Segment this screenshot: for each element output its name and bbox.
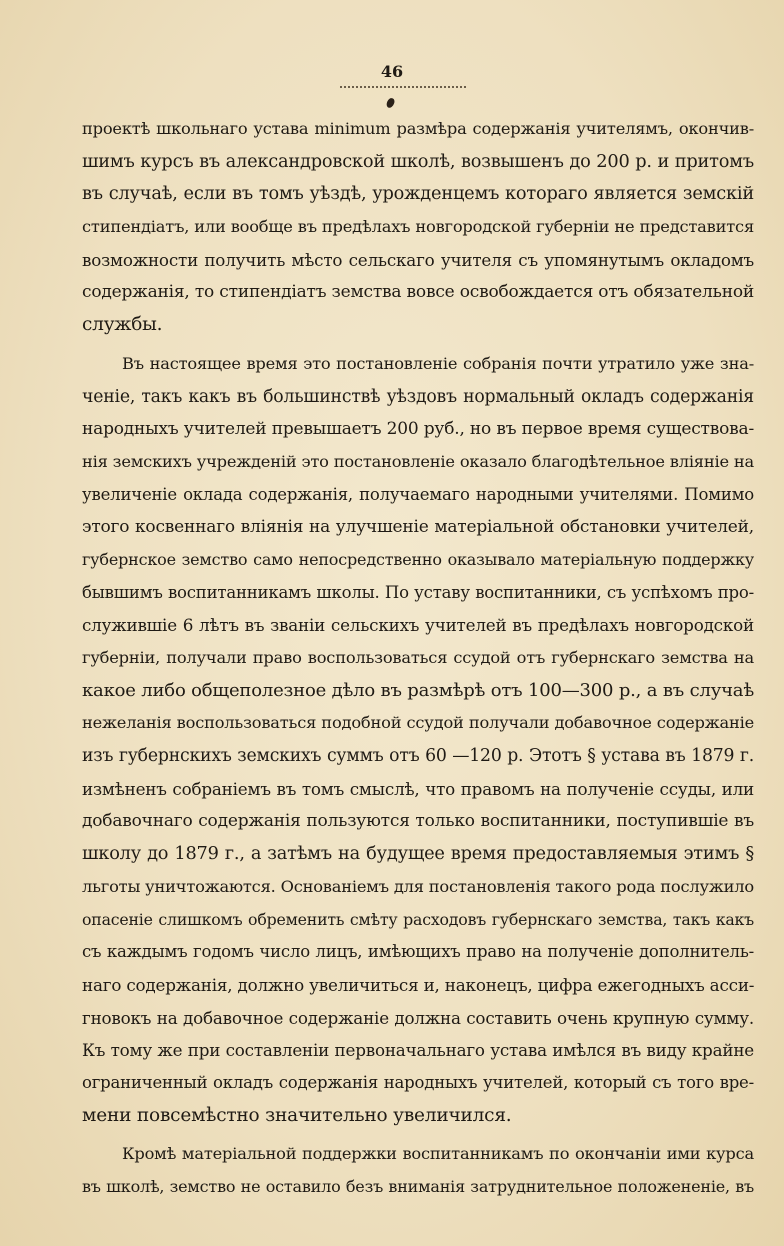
text-line: службы.	[82, 314, 163, 336]
paragraph	[82, 348, 754, 1133]
text-line: губерніи, получали право воспользоваться ссудой отъ губернскаго земства на	[82, 648, 754, 667]
text-line: гновокъ на добавочное содержаніе должна составить очень крупную сумму.	[82, 1007, 754, 1028]
text-line: стипендіатъ, или вообще въ предѣлахъ новгородской губерніи не представится	[82, 217, 754, 237]
text-line: нія земскихъ учрежденій это постановленіе оказало благодѣтельное вліяніе на	[82, 451, 754, 471]
text-line: нежеланія воспользоваться подобной ссудой получали добавочное содержаніе	[82, 713, 754, 733]
text-line: въ случаѣ, если въ томъ уѣздѣ, урожденцемъ котораго является земскій	[82, 184, 754, 205]
text-line: возможности получить мѣсто сельскаго учителя съ упомянутымъ окладомъ	[82, 249, 754, 270]
text-line: народныхъ учителей превышаетъ 200 руб., но въ первое время существова-	[82, 419, 754, 440]
text-line: ченіе, такъ какъ въ большинствѣ уѣздовъ нормальный окладъ содержанія	[82, 386, 754, 407]
text-line: служившіе 6 лѣтъ въ званіи сельскихъ учителей въ предѣлахъ новгородской	[82, 615, 754, 636]
text-line: Въ настоящее время это постановленіе собранія почти утратило уже зна-	[122, 353, 754, 373]
text-line: увеличеніе оклада содержанія, получаемаго народными учителями. Помимо	[82, 484, 754, 504]
text-line: какое либо общеполезное дѣло въ размѣрѣ отъ 100—300 р., а въ случаѣ	[82, 679, 754, 701]
text-line: губернское земство само непосредственно оказывало матеріальную поддержку	[82, 549, 754, 569]
text-line: наго содержанія, должно увеличиться и, наконецъ, цифра ежегодныхъ асси-	[82, 974, 755, 995]
text-line: опасеніе слишкомъ обременить смѣту расходовъ губернскаго земства, такъ какъ	[82, 909, 754, 929]
text-line: Къ тому же при составленіи первоначальнаго устава имѣлся въ виду крайне	[82, 1040, 754, 1061]
ink-blot	[386, 97, 396, 109]
text-line: бывшимъ воспитанникамъ школы. По уставу воспитанники, съ успѣхомъ про-	[82, 582, 754, 602]
text-line: измѣненъ собраніемъ въ томъ смыслѣ, что правомъ на полученіе ссуды, или	[82, 778, 754, 799]
paragraph	[82, 113, 754, 342]
text-line: шимъ курсъ въ александровской школѣ, возвышенъ до 200 р. и притомъ	[82, 151, 754, 172]
text-line: содержанія, то стипендіатъ земства вовсе освобождается отъ обязательной	[82, 282, 754, 303]
text-line: Кромѣ матеріальной поддержки воспитанникамъ по окончаніи ими курса	[122, 1144, 754, 1164]
text-line: съ каждымъ годомъ число лицъ, имѣющихъ право на полученіе дополнитель-	[82, 942, 754, 962]
page-number: 46	[380, 62, 404, 81]
text-line: въ школѣ, земство не оставило безъ вниманія затруднительное положененіе, въ	[82, 1177, 754, 1196]
text-line: изъ губернскихъ земскихъ суммъ отъ 60 —120 р. Этотъ § устава въ 1879 г.	[82, 746, 754, 767]
text-line: этого косвеннаго вліянія на улучшеніе матеріальной обстановки учителей,	[82, 517, 754, 538]
text-line: ограниченный окладъ содержанія народныхъ учителей, который съ того вре-	[82, 1072, 754, 1092]
body-text	[82, 113, 754, 1204]
text-line: школу до 1879 г., а затѣмъ на будущее время предоставляемыя этимъ §	[82, 844, 754, 865]
text-line: проектѣ школьнаго устава minimum размѣра содержанія учителямъ, окончив-	[82, 119, 754, 138]
paragraph	[82, 1138, 754, 1203]
text-line: мени повсемѣстно значительно увеличился.	[82, 1104, 512, 1126]
dotted-rule	[340, 86, 466, 88]
text-line: добавочнаго содержанія пользуются только воспитанники, поступившіе въ	[82, 811, 754, 832]
text-line: льготы уничтожаются. Основаніемъ для постановленія такого рода послужило	[82, 876, 754, 896]
